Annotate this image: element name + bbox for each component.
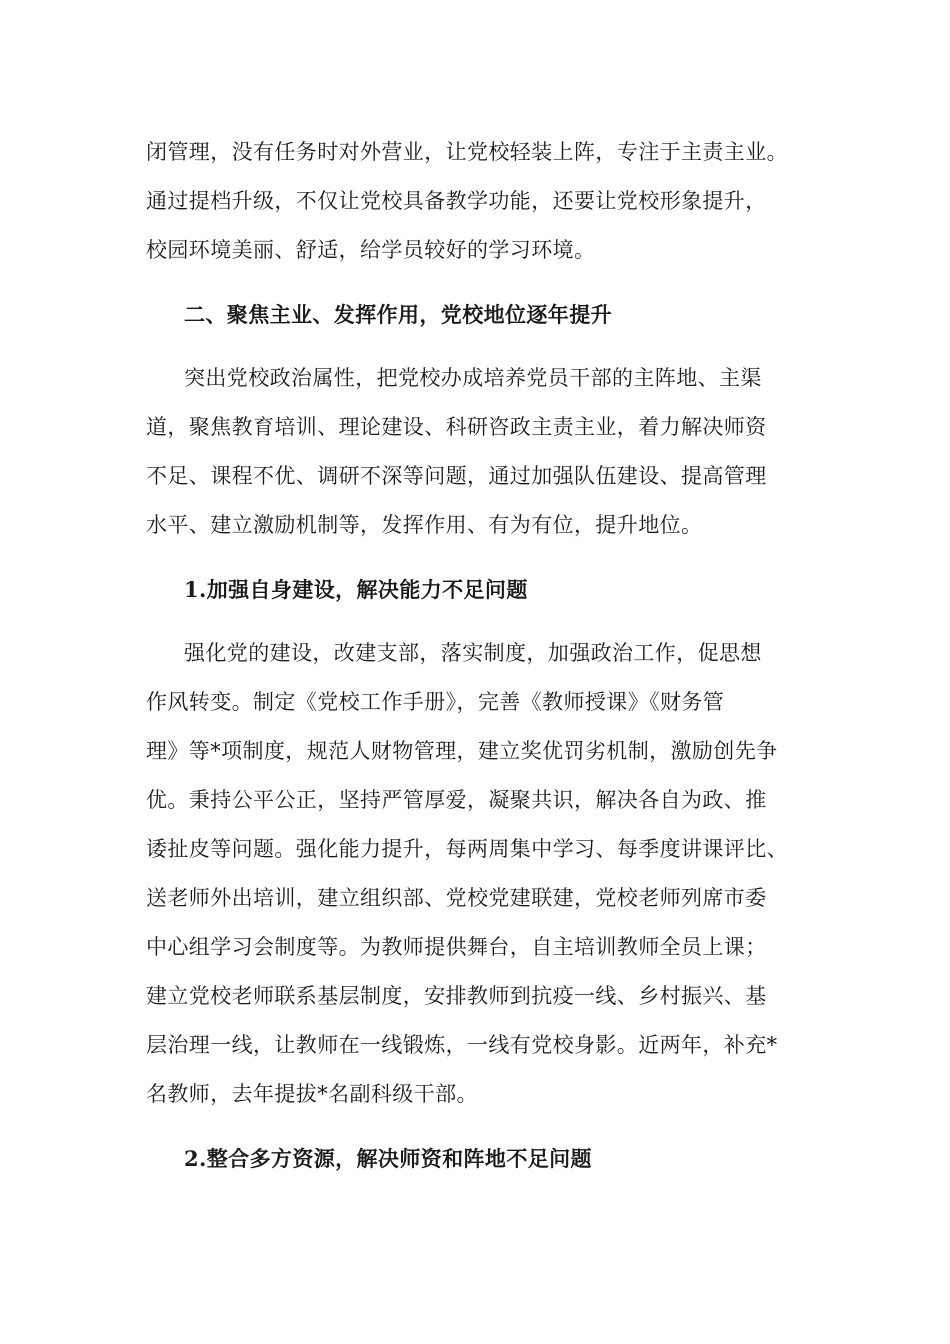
paragraph-line: 诿扯皮等问题。强化能力提升，每两周集中学习、每季度讲课评比、 bbox=[146, 837, 788, 861]
paragraph-line: 强化党的建设，改建支部，落实制度，加强政治工作，促思想 bbox=[184, 641, 762, 665]
paragraph-line: 层治理一线，让教师在一线锻炼，一线有党校身影。近两年，补充* bbox=[146, 1033, 778, 1057]
paragraph-line: 建立党校老师联系基层制度，安排教师到抗疫一线、乡村振兴、基 bbox=[146, 984, 767, 1008]
paragraph-line: 突出党校政治属性，把党校办成培养党员干部的主阵地、主渠 bbox=[184, 366, 762, 390]
paragraph-line: 理》等*项制度，规范人财物管理，建立奖优罚劣机制，激励创先争 bbox=[146, 739, 778, 763]
paragraph-line: 送老师外出培训，建立组织部、党校党建联建，党校老师列席市委 bbox=[146, 886, 767, 910]
paragraph-line: 名教师，去年提拔*名副科级干部。 bbox=[146, 1082, 478, 1106]
subsection-heading: 2.整合多方资源，解决师资和阵地不足问题 bbox=[184, 1146, 592, 1171]
paragraph-line: 闭管理，没有任务时对外营业，让党校轻装上阵，专注于主责主业。 bbox=[146, 140, 788, 164]
paragraph-line: 中心组学习会制度等。为教师提供舞台，自主培训教师全员上课； bbox=[146, 935, 767, 959]
paragraph-line: 道，聚焦教育培训、理论建设、科研咨政主责主业，着力解决师资 bbox=[146, 415, 767, 439]
paragraph-line: 通过提档升级，不仅让党校具备教学功能，还要让党校形象提升， bbox=[146, 189, 767, 213]
paragraph-line: 校园环境美丽、舒适，给学员较好的学习环境。 bbox=[146, 238, 596, 262]
paragraph-line: 水平、建立激励机制等，发挥作用、有为有位，提升地位。 bbox=[146, 513, 703, 537]
paragraph-line: 优。秉持公平公正，坚持严管厚爱，凝聚共识，解决各自为政、推 bbox=[146, 788, 767, 812]
paragraph-line: 作风转变。制定《党校工作手册》，完善《教师授课》《财务管 bbox=[146, 690, 725, 714]
subsection-heading: 1.加强自身建设，解决能力不足问题 bbox=[184, 577, 528, 602]
paragraph-line: 不足、课程不优、调研不深等问题，通过加强队伍建设、提高管理 bbox=[146, 464, 767, 488]
section-heading: 二、聚焦主业、发挥作用，党校地位逐年提升 bbox=[184, 302, 612, 327]
